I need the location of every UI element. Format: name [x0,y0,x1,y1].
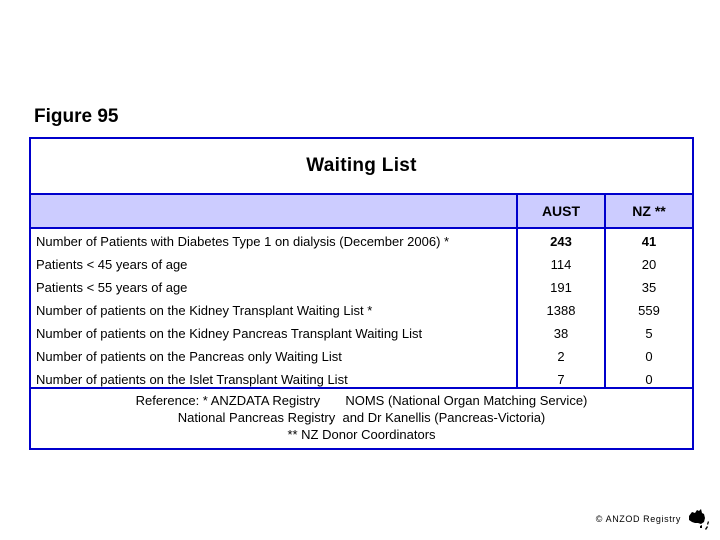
aust-value: 7 [557,372,565,387]
column-header-aust: AUST [541,203,581,219]
reference-line: ** NZ Donor Coordinators [287,427,436,442]
row-label: Patients < 45 years of age [36,257,188,272]
table-title: Waiting List [306,155,417,176]
table-row [31,230,692,253]
copyright-text: © ANZOD Registry [595,514,681,524]
row-label: Patients < 55 years of age [36,280,188,295]
aust-value: 114 [550,257,572,272]
column-divider-nz [604,195,606,389]
table-row [31,276,692,299]
row-label: Number of patients on the Kidney Transplant Waiting List * [36,303,373,318]
reference-line: Reference: * ANZDATA Registry NOMS (National Organ Matching Service) [135,393,588,408]
nz-value: 5 [645,326,653,341]
aust-value: 1388 [546,303,576,318]
australia-nz-map-icon [686,507,712,531]
aust-value: 243 [550,234,572,249]
table-row [31,253,692,276]
table-row [31,322,692,345]
nz-value: 0 [645,372,653,387]
nz-value: 35 [641,280,657,295]
row-label: Number of patients on the Islet Transplant Waiting List [36,372,348,387]
footer [596,506,712,532]
aust-value: 191 [550,280,572,295]
nz-value: 41 [641,234,657,249]
nz-value: 0 [645,349,653,364]
table-body [31,229,692,389]
table-header-row [31,195,692,229]
reference-note [31,389,692,448]
column-header-label [31,195,516,227]
aust-value: 38 [553,326,569,341]
row-label: Number of patients on the Pancreas only Waiting List [36,349,342,364]
row-label: Number of patients on the Kidney Pancreas Transplant Waiting List [36,326,423,341]
figure-label: Figure 95 [34,106,119,127]
waiting-list-table [29,137,694,450]
table-row [31,299,692,322]
table-row [31,368,692,391]
row-label: Number of Patients with Diabetes Type 1 on dialysis (December 2006) * [36,234,450,249]
reference-line: National Pancreas Registry and Dr Kanellis (Pancreas-Victoria) [177,410,546,425]
nz-value: 20 [641,257,657,272]
column-header-nz: NZ ** [632,203,666,219]
table-title-row [31,139,692,195]
nz-value: 559 [638,303,660,318]
table-row [31,345,692,368]
aust-value: 2 [557,349,565,364]
column-divider-aust [516,195,518,389]
